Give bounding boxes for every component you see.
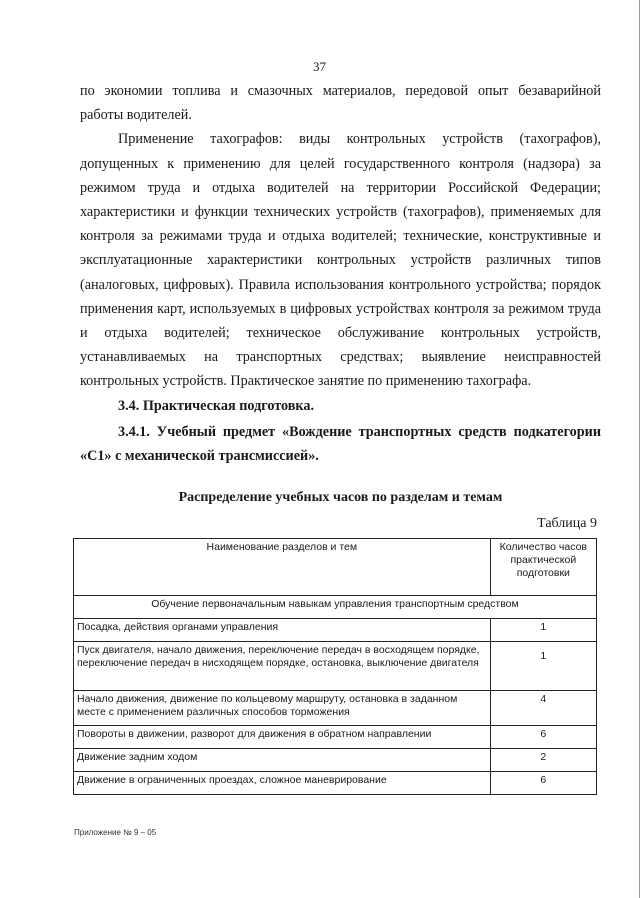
table-section-row	[74, 596, 597, 619]
table-row	[74, 691, 597, 726]
table-row	[74, 642, 597, 691]
topic-hours: 1	[490, 619, 596, 642]
topic-hours: 1	[490, 642, 596, 691]
body-text	[80, 79, 601, 468]
paragraph-tachographs: Применение тахографов: виды контрольных устройств (тахографов), допущенных к применению для целей государственного контроля (надзора) за режимом труда и отдыха водителей на территории Российской Федерации; характеристики и функции технических устройств (тахографов), применяемых для контроля за режимами труда и отдыха водителей; технические, конструктивные и эксплуатационные характеристики контрольных устройств различных типов (аналоговых, цифровых). Правила использования контрольного устройства; порядок применения карт, используемых в цифровых устройствах контроля за режимом труда и отдыха водителей; техническое обслуживание контрольных устройств, устанавливаемых на транспортных средствах; выявление неисправностей контрольных устройств. Практическое занятие по применению тахографа.	[80, 131, 601, 390]
footer-note: Приложение № 9 – 05	[74, 828, 157, 837]
header-hours: Количество часов практической подготовки	[490, 539, 596, 596]
topic-name: Движение в ограниченных проездах, сложное маневрирование	[74, 772, 491, 795]
heading-driving-subject: 3.4.1. Учебный предмет «Вождение транспортных средств подкатегории «C1» с механической трансмиссией».	[80, 423, 601, 465]
header-topic-name: Наименование разделов и тем	[74, 539, 491, 596]
topic-name: Начало движения, движение по кольцевому маршруту, остановка в заданном месте с применением различных способов торможения	[74, 691, 491, 726]
topic-hours: 4	[490, 691, 596, 726]
topic-hours: 2	[490, 749, 596, 772]
paragraph-line: по экономии топлива и смазочных материалов, передовой опыт безаварийной	[80, 83, 601, 99]
topic-hours: 6	[490, 772, 596, 795]
topic-hours: 6	[490, 726, 596, 749]
topic-name: Повороты в движении, разворот для движения в обратном направлении	[74, 726, 491, 749]
table-row	[74, 749, 597, 772]
heading-practical-training: 3.4. Практическая подготовка.	[118, 397, 315, 414]
topic-name: Движение задним ходом	[74, 749, 491, 772]
topic-name: Пуск двигателя, начало движения, переключение передач в восходящем порядке, переключение передач в нисходящем порядке, остановка, выключение двигателя	[74, 642, 491, 691]
table-title: Распределение учебных часов по разделам и темам	[178, 490, 503, 505]
paragraph-line: работы водителей.	[80, 107, 192, 124]
page-number: 37	[313, 59, 326, 74]
table-header-row	[74, 539, 597, 596]
table-row	[74, 726, 597, 749]
topic-name: Посадка, действия органами управления	[74, 619, 491, 642]
table-label: Таблица 9	[537, 516, 597, 531]
table-row	[74, 619, 597, 642]
table-row	[74, 772, 597, 795]
section-title: Обучение первоначальным навыкам управления транспортным средством	[74, 596, 597, 619]
hours-table	[73, 538, 597, 795]
